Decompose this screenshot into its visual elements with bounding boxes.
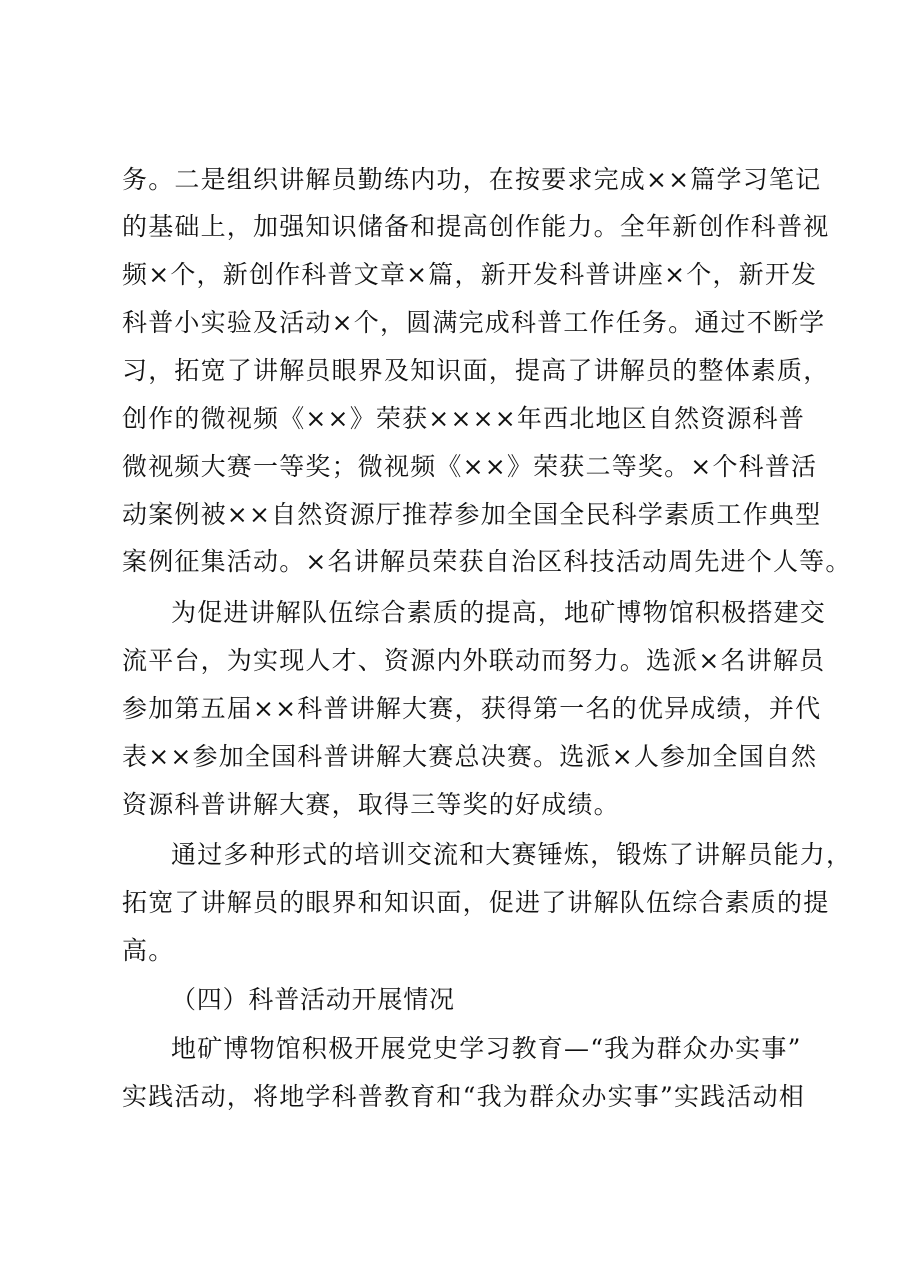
paragraph-line: 通过多种形式的培训交流和大赛锤炼，锻炼了讲解员能力， xyxy=(171,840,853,869)
paragraph-line: 微视频大赛一等奖；微视频《××》荣获二等奖。×个科普活 xyxy=(122,452,818,481)
paragraph-line: 流平台，为实现人才、资源内外联动而努力。选派×名讲解员 xyxy=(122,646,826,675)
paragraph-line: 高。 xyxy=(122,936,175,965)
paragraph-line: 的基础上，加强知识储备和提高创作能力。全年新创作科普视 xyxy=(122,212,830,241)
paragraph-line: 参加第五届××科普讲解大赛，获得第一名的优异成绩，并代 xyxy=(122,694,822,723)
paragraph-line: 拓宽了讲解员的眼界和知识面，促进了讲解队伍综合素质的提 xyxy=(122,888,830,917)
paragraph-line: 为促进讲解队伍综合素质的提高，地矿博物馆积极搭建交 xyxy=(171,598,827,627)
paragraph-line: 创作的微视频《××》荣获××××年西北地区自然资源科普 xyxy=(122,404,806,433)
paragraph-line: 表××参加全国科普讲解大赛总决赛。选派×人参加全国自然 xyxy=(122,742,818,771)
paragraph-line: 科普小实验及活动×个，圆满完成科普工作任务。通过不断学 xyxy=(122,308,826,337)
section-heading: （四）科普活动开展情况 xyxy=(171,985,455,1014)
paragraph-line: 务。二是组织讲解员勤练内功，在按要求完成××篇学习笔记 xyxy=(122,165,822,194)
paragraph-line: 实践活动，将地学科普教育和“我为群众办实事”实践活动相 xyxy=(122,1082,805,1111)
paragraph-line: 习，拓宽了讲解员眼界及知识面，提高了讲解员的整体素质， xyxy=(122,356,830,385)
paragraph-line: 频×个，新创作科普文章×篇，新开发科普讲座×个，新开发 xyxy=(122,260,818,289)
paragraph-line: 资源科普讲解大赛，取得三等奖的好成绩。 xyxy=(122,790,620,819)
paragraph-line: 动案例被××自然资源厅推荐参加全国全民科学素质工作典型 xyxy=(122,500,822,529)
paragraph-line: 案例征集活动。×名讲解员荣获自治区科技活动周先进个人等。 xyxy=(122,547,852,576)
paragraph-line: 地矿博物馆积极开展党史学习教育—“我为群众办实事” xyxy=(171,1034,802,1063)
